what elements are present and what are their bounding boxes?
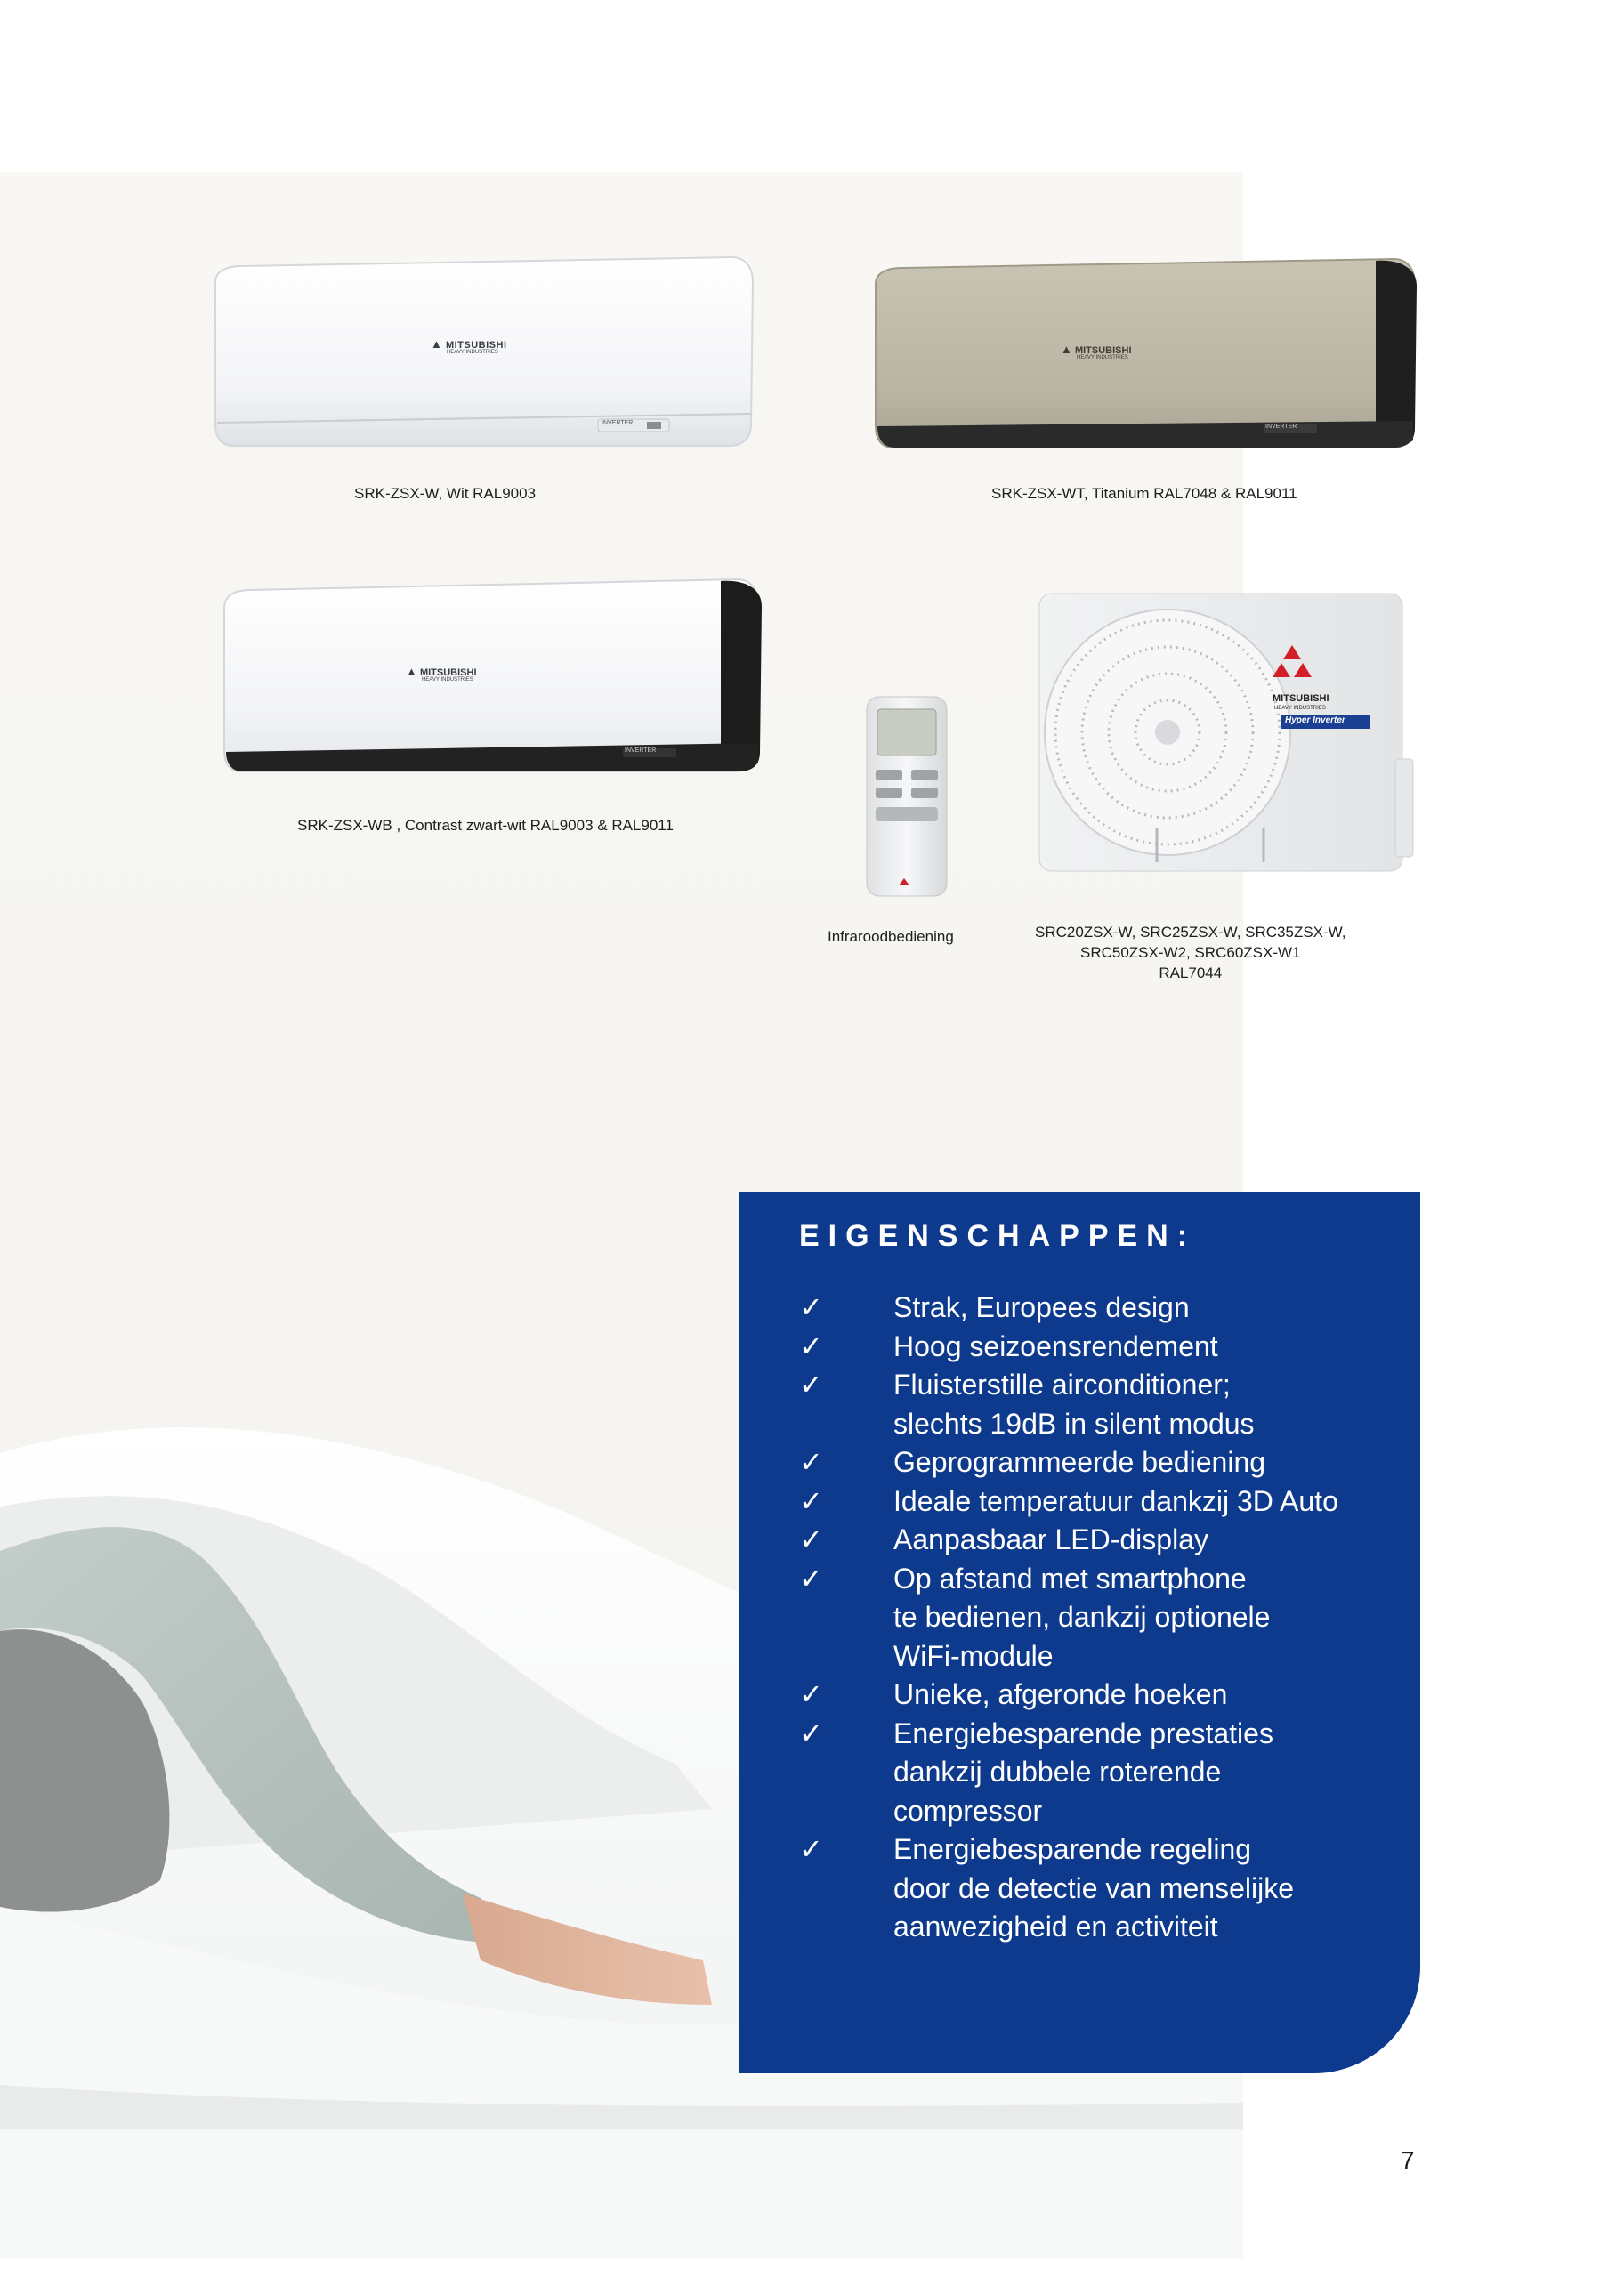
checkmark-icon: ✓	[799, 1291, 823, 1323]
brand-subname: HEAVY INDUSTRIES	[422, 677, 473, 683]
brand-logo-icon: ▲	[431, 337, 443, 351]
inverter-badge: INVERTER	[625, 747, 657, 754]
indoor-unit-white-image	[206, 255, 758, 456]
feature-item	[799, 1715, 1404, 1831]
outdoor-unit-image	[1032, 590, 1417, 893]
feature-item	[799, 1676, 1404, 1715]
feature-item	[799, 1560, 1404, 1676]
brand-name: MITSUBISHI	[419, 667, 477, 678]
hyper-inverter-badge: Hyper Inverter	[1285, 715, 1345, 725]
caption-outdoor-line: RAL7044	[1159, 964, 1223, 981]
caption-indoor-contrast: SRK-ZSX-WB , Contrast zwart-wit RAL9003 & RAL9011	[297, 817, 674, 834]
checkmark-icon: ✓	[799, 1562, 823, 1595]
checkmark-icon: ✓	[799, 1678, 823, 1710]
feature-text	[893, 1288, 1404, 1328]
feature-item	[799, 1328, 1404, 1367]
feature-text-line: Strak, Europees design	[893, 1291, 1190, 1323]
feature-text	[893, 1521, 1404, 1560]
caption-indoor-white: SRK-ZSX-W, Wit RAL9003	[354, 485, 537, 502]
feature-text	[893, 1715, 1404, 1831]
checkmark-icon: ✓	[799, 1717, 823, 1749]
feature-text	[893, 1443, 1404, 1482]
feature-item	[799, 1288, 1404, 1328]
feature-text	[893, 1560, 1404, 1676]
feature-text	[893, 1328, 1404, 1367]
properties-panel	[739, 1192, 1420, 2073]
brand-subname: HEAVY INDUSTRIES	[1077, 355, 1128, 360]
feature-text-line: aanwezigheid en activiteit	[893, 1910, 1218, 1943]
brand-name: MITSUBISHI	[1074, 345, 1132, 356]
feature-item	[799, 1830, 1404, 1947]
properties-title: EIGENSCHAPPEN:	[799, 1219, 1197, 1253]
feature-text-line: Ideale temperatuur dankzij 3D Auto	[893, 1484, 1338, 1517]
brand-logo-icon: ▲	[1061, 343, 1072, 356]
caption-outdoor	[1035, 923, 1346, 984]
inverter-badge: INVERTER	[602, 420, 634, 426]
remote-control-image	[863, 695, 950, 900]
feature-text-line: dankzij dubbele roterende	[893, 1756, 1222, 1788]
feature-text-line: Geprogrammeerde bediening	[893, 1446, 1266, 1478]
page-number: 7	[1401, 2146, 1415, 2174]
feature-item	[799, 1443, 1404, 1482]
caption-indoor-titanium: SRK-ZSX-WT, Titanium RAL7048 & RAL9011	[991, 485, 1297, 502]
feature-text-line: door de detectie van menselijke	[893, 1871, 1295, 1904]
feature-item	[799, 1521, 1404, 1560]
feature-text	[893, 1676, 1404, 1715]
checkmark-icon: ✓	[799, 1446, 823, 1478]
feature-text-line: Energiebesparende regeling	[893, 1833, 1252, 1865]
feature-text-line: Fluisterstille airconditioner;	[893, 1369, 1231, 1401]
indoor-unit-titanium-image	[869, 257, 1422, 457]
checkmark-icon: ✓	[799, 1833, 823, 1865]
feature-text-line: Op afstand met smartphone	[893, 1562, 1247, 1595]
checkmark-icon: ✓	[799, 1523, 823, 1555]
brand-subname: HEAVY INDUSTRIES	[447, 350, 498, 355]
indoor-unit-contrast-image	[217, 578, 769, 782]
feature-text	[893, 1482, 1404, 1522]
brand-logo-icon: ▲	[406, 665, 417, 678]
caption-outdoor-line: SRC50ZSX-W2, SRC60ZSX-W1	[1080, 943, 1301, 961]
feature-text	[893, 1366, 1404, 1443]
feature-text-line: Unieke, afgeronde hoeken	[893, 1678, 1228, 1710]
brand-subname: HEAVY INDUSTRIES	[1274, 706, 1326, 711]
feature-text-line: WiFi-module	[893, 1639, 1054, 1672]
feature-text-line: Hoog seizoensrendement	[893, 1329, 1218, 1362]
feature-item	[799, 1366, 1404, 1443]
checkmark-icon: ✓	[799, 1369, 823, 1401]
feature-text-line: slechts 19dB in silent modus	[893, 1407, 1255, 1440]
caption-outdoor-line: SRC20ZSX-W, SRC25ZSX-W, SRC35ZSX-W,	[1035, 924, 1346, 941]
feature-text-line: te bedienen, dankzij optionele	[893, 1601, 1271, 1633]
brand-name: MITSUBISHI	[445, 340, 507, 351]
inverter-badge: INVERTER	[1265, 424, 1297, 430]
brand-name: MITSUBISHI	[1273, 693, 1329, 704]
checkmark-icon: ✓	[799, 1329, 823, 1362]
caption-remote: Infraroodbediening	[828, 928, 954, 945]
feature-text	[893, 1830, 1404, 1947]
feature-item	[799, 1482, 1404, 1522]
feature-list	[799, 1288, 1404, 1947]
feature-text-line: Energiebesparende prestaties	[893, 1717, 1273, 1749]
feature-text-line: Aanpasbaar LED-display	[893, 1523, 1208, 1555]
checkmark-icon: ✓	[799, 1484, 823, 1517]
feature-text-line: compressor	[893, 1794, 1043, 1827]
